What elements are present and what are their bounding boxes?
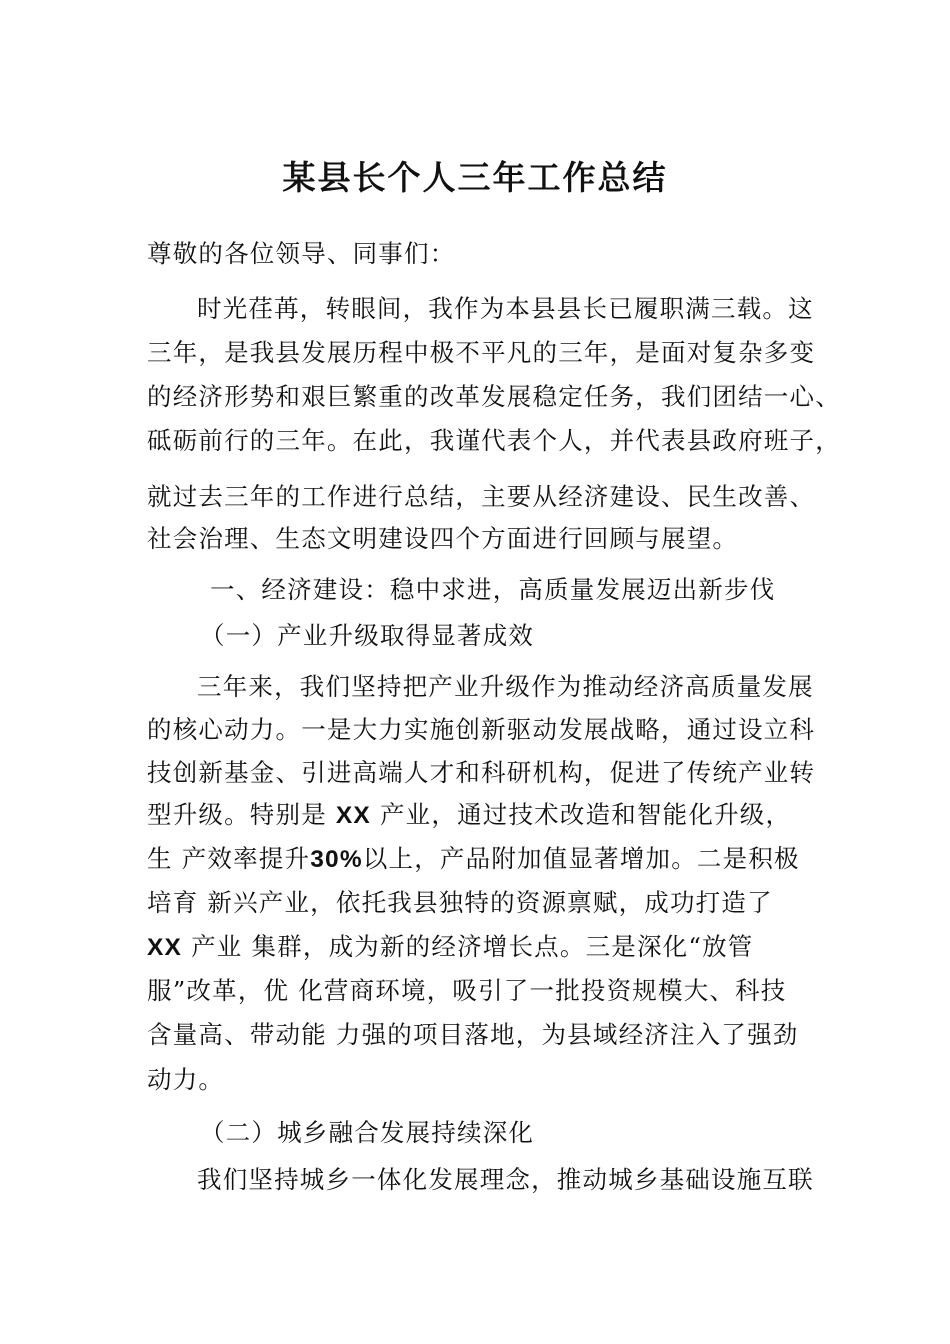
line-5-bold-percent: 30%	[310, 846, 363, 873]
intro-line-4: 砥砺前行的三年。在此，我谨代表个人，并代表县政府班子，	[147, 426, 841, 455]
subsection-1-line-6: 培育 新兴产业，依托我县独特的资源禀赋，成功打造了	[147, 888, 773, 917]
subsection-1-line-10: 动力。	[147, 1065, 225, 1094]
line-4-bold-xx: XX	[335, 802, 371, 829]
subsection-1-line-5	[147, 841, 827, 878]
subsection-1-line-2: 的核心动力。一是大力实施创新驱动发展战略，通过设立科	[147, 715, 816, 744]
subsection-1-line-9: 含量高、带动能 力强的项目落地，为县域经济注入了强劲	[147, 1020, 799, 1049]
section-1-heading: 一、经济建设：稳中求进，高质量发展迈出新步伐	[210, 575, 776, 604]
intro-line-6: 社会治理、生态文明建设四个方面进行回顾与展望。	[147, 524, 739, 553]
greeting: 尊敬的各位领导、同事们：	[147, 239, 456, 268]
subsection-1-line-3: 技创新基金、引进高端人才和科研机构，促进了传统产业转	[147, 758, 816, 787]
line-4-text-a: 型升级。特别是	[147, 800, 336, 829]
subsection-2-heading: （二）城乡融合发展持续深化	[200, 1118, 535, 1147]
subsection-1-line-1: 三年来，我们坚持把产业升级作为推动经济高质量发展	[197, 672, 814, 701]
line-7-bold-xx: XX	[147, 934, 183, 961]
line-7-text-b: 产业 集群，成为新的经济增长点。三是深化“放管	[182, 932, 754, 961]
line-5-text-a: 生 产效率提升	[147, 844, 311, 873]
subsection-1-line-7	[147, 929, 827, 966]
intro-line-5: 就过去三年的工作进行总结，主要从经济建设、民生改善、	[147, 482, 816, 511]
subsection-1-line-4	[147, 797, 827, 834]
subsection-2-line-1: 我们坚持城乡一体化发展理念，推动城乡基础设施互联	[197, 1165, 814, 1194]
document-title: 某县长个人三年工作总结	[282, 158, 668, 197]
subsection-1-line-8: 服”改革，优 化营商环境，吸引了一批投资规模大、科技	[147, 976, 787, 1005]
intro-line-2: 三年，是我县发展历程中极不平凡的三年，是面对复杂多变	[147, 338, 816, 367]
intro-line-3: 的经济形势和艰巨繁重的改革发展稳定任务，我们团结一心、	[147, 382, 841, 411]
line-4-text-c: 产业，通过技术改造和智能化升级，	[370, 800, 792, 829]
subsection-1-heading: （一）产业升级取得显著成效	[200, 621, 535, 650]
line-5-text-c: 以上，产品附加值显著增加。二是积极	[362, 844, 800, 873]
intro-line-1: 时光荏苒，转眼间，我作为本县县长已履职满三载。这	[197, 294, 814, 323]
